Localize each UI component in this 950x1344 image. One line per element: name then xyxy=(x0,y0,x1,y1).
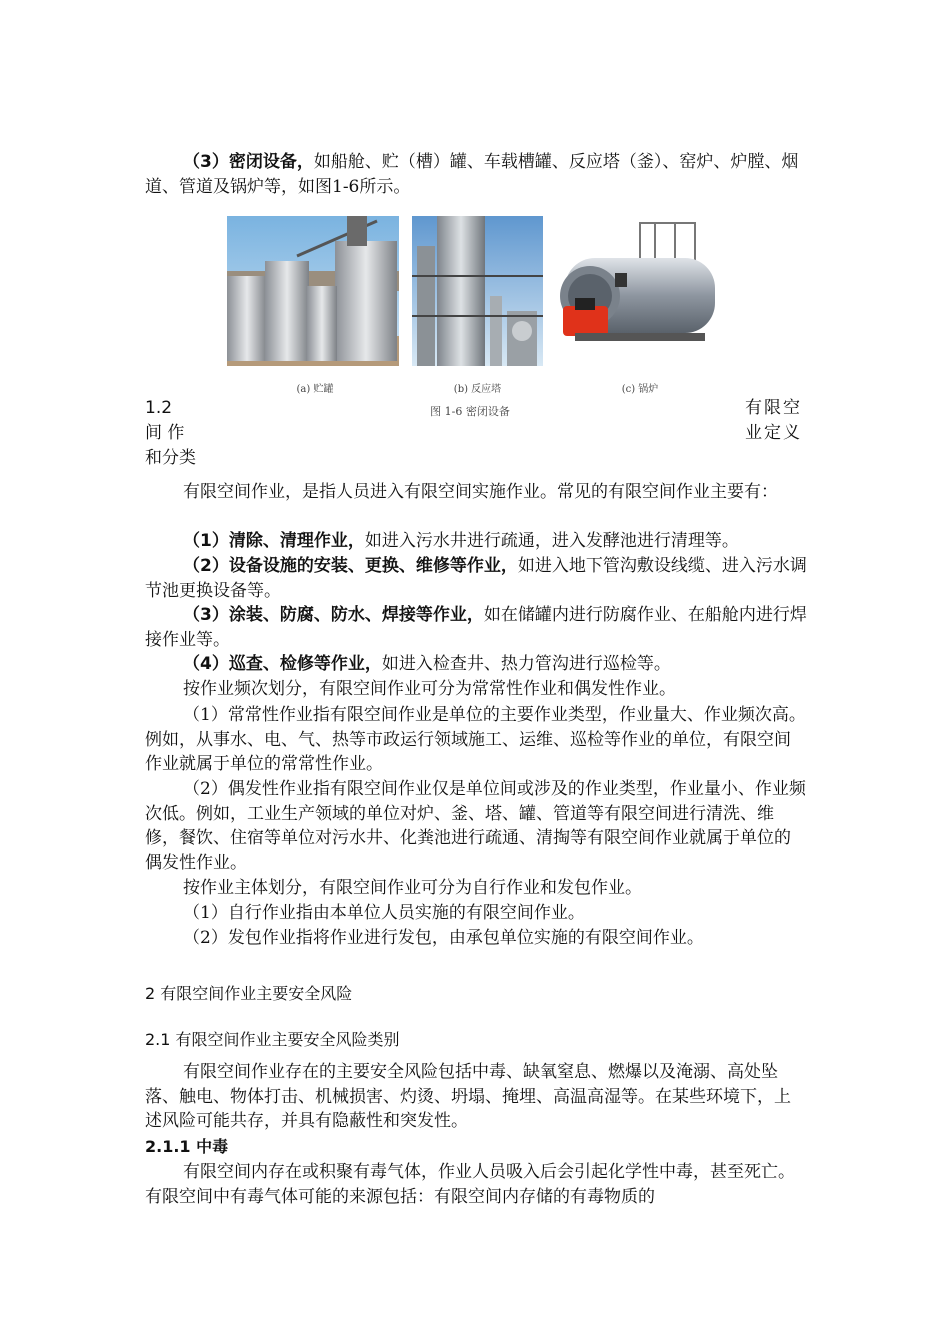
heading-2-1-1: 2.1.1 中毒 xyxy=(145,1137,229,1156)
section-1-2-left: 1.2 间 作 和分类 xyxy=(145,398,196,468)
paragraph-definition: 有限空间作业，是指人员进入有限空间实施作业。常见的有限空间作业主要有： xyxy=(183,482,778,502)
intro-paragraph: （3）密闭设备，如船舱、贮（槽）罐、车载槽罐、反应塔（釜）、窑炉、炉膛、烟道、管道及锅炉等，如图1-6所示。 xyxy=(145,152,799,197)
list-item-3: （3）涂装、防腐、防水、焊接等作业，如在储罐内进行防腐作业、在船舱内进行焊接作业等。 xyxy=(145,605,807,650)
paragraph-occasional: （2）偶发性作业指有限空间作业仅是单位间或涉及的作业类型，作业量小、作业频次低。例如，工业生产领域的单位对炉、釜、塔、罐、管道等有限空间进行清洗、维修，餐饮、住宿等单位对污水井、化粪池进行疏通、清掏等有限空间作业就属于单位的偶发性作业。 xyxy=(145,779,806,873)
figure-title: 图 1-6 密闭设备 xyxy=(430,405,510,418)
paragraph-subject: 按作业主体划分，有限空间作业可分为自行作业和发包作业。 xyxy=(183,878,642,898)
paragraph-self: （1）自行作业指由本单位人员实施的有限空间作业。 xyxy=(183,903,585,923)
reaction-tower-photo xyxy=(412,216,543,366)
heading-2: 2 有限空间作业主要安全风险 xyxy=(145,984,353,1003)
heading-2-1: 2.1 有限空间作业主要安全风险类别 xyxy=(145,1030,400,1049)
caption-b: (b) 反应塔 xyxy=(453,384,502,395)
caption-c: (c) 锅炉 xyxy=(621,384,659,395)
storage-tank-photo xyxy=(227,216,399,366)
boiler-photo xyxy=(555,218,720,363)
paragraph-risks: 有限空间作业存在的主要安全风险包括中毒、缺氧窒息、燃爆以及淹溺、高处坠落、触电、物体打击、机械损害、灼烫、坍塌、掩埋、高温高湿等。在某些环境下，上述风险可能共存，并具有隐蔽性和突发性。 xyxy=(145,1062,791,1132)
paragraph-contract: （2）发包作业指将作业进行发包，由承包单位实施的有限空间作业。 xyxy=(183,928,704,948)
caption-a: (a) 贮罐 xyxy=(296,384,334,395)
paragraph-frequency: 按作业频次划分，有限空间作业可分为常常性作业和偶发性作业。 xyxy=(183,679,676,699)
list-item-1: （1）清除、清理作业，如进入污水井进行疏通，进入发酵池进行清理等。 xyxy=(183,531,739,551)
list-item-2: （2）设备设施的安装、更换、维修等作业，如进入地下管沟敷设线缆、进入污水调节池更换设备等。 xyxy=(145,556,807,601)
paragraph-regular: （1）常常性作业指有限空间作业是单位的主要作业类型，作业量大、作业频次高。例如，从事水、电、气、热等市政运行领域施工、运维、巡检等作业的单位，有限空间作业就属于单位的常常性作业。 xyxy=(145,705,806,775)
paragraph-poisoning: 有限空间内存在或积聚有毒气体，作业人员吸入后会引起化学性中毒，甚至死亡。有限空间中有毒气体可能的来源包括：有限空间内存储的有毒物质的 xyxy=(145,1162,795,1207)
list-item-4: （4）巡查、检修等作业，如进入检查井、热力管沟进行巡检等。 xyxy=(183,654,671,674)
section-1-2-right: 有限空 业定义 xyxy=(745,398,802,443)
